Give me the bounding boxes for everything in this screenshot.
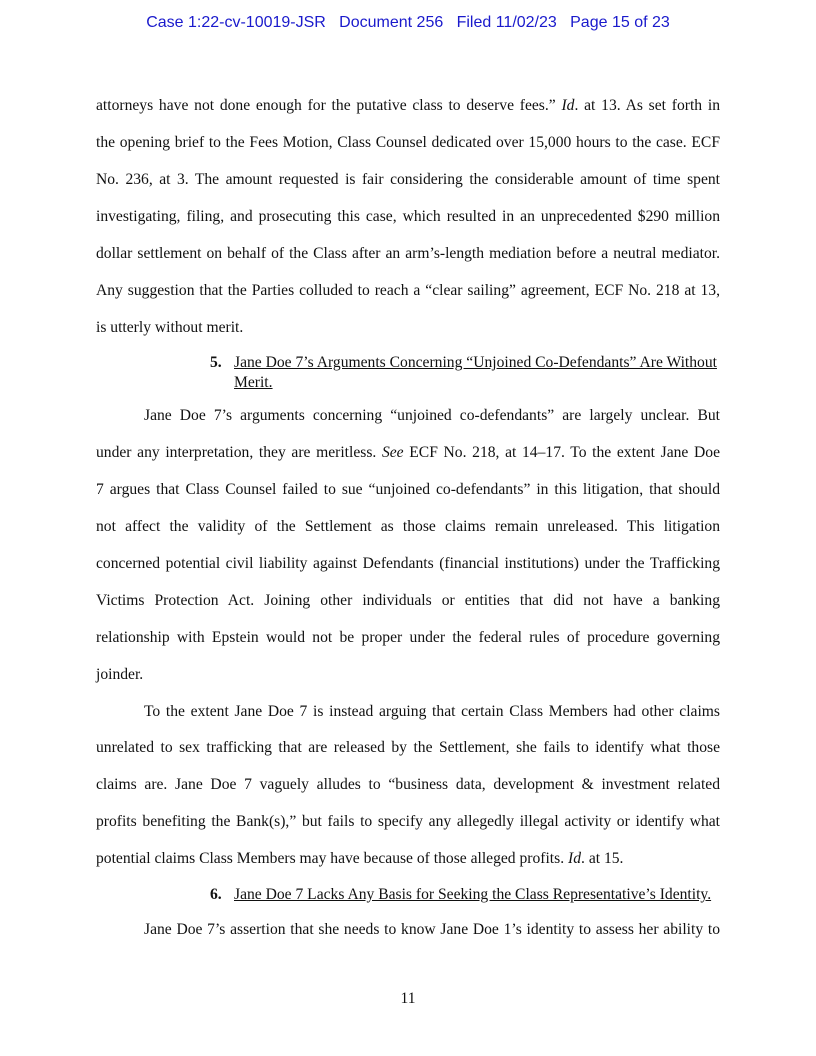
text-line — [96, 813, 720, 831]
text-line — [144, 921, 720, 939]
citation-italic: Id — [568, 850, 582, 867]
text-segment: potential claims Class Members may have because of those alleged profits. — [96, 850, 569, 867]
text-segment: not affect the validity of the Settlement as those claims remain unreleased. This litigation — [96, 518, 720, 535]
text-segment: profits benefiting the Bank(s),” but fails to specify any allegedly illegal activity or identify what — [96, 813, 720, 830]
text-line — [96, 481, 720, 499]
section-heading-5-line1: Jane Doe 7’s Arguments Concerning “Unjoined Co-Defendants” Are Without — [234, 354, 717, 371]
section-heading-5 — [210, 354, 222, 372]
section-number: 5. — [210, 354, 222, 371]
text-segment: . at 15. — [581, 850, 624, 867]
text-line — [144, 407, 720, 425]
section-heading-6 — [210, 886, 222, 904]
text-segment: Jane Doe 7’s arguments concerning “unjoined co-defendants” are largely unclear. But — [144, 407, 720, 424]
text-line — [96, 629, 720, 647]
text-line — [96, 208, 720, 226]
text-line — [96, 666, 720, 684]
text-line — [96, 776, 720, 794]
text-line — [96, 171, 720, 189]
text-segment: claims are. Jane Doe 7 vaguely alludes to “business data, development & investment related — [96, 776, 720, 793]
text-segment: attorneys have not done enough for the putative class to deserve fees.” — [96, 97, 562, 114]
text-segment: . at 13. As set forth in — [574, 97, 720, 114]
text-segment: unrelated to sex trafficking that are released by the Settlement, she fails to identify what those — [96, 739, 720, 756]
text-line — [144, 703, 720, 721]
text-segment: Victims Protection Act. Joining other individuals or entities that did not have a banking — [96, 592, 720, 609]
text-line — [96, 739, 720, 757]
text-segment: Jane Doe 7’s assertion that she needs to know Jane Doe 1’s identity to assess her ability to — [144, 921, 720, 938]
text-segment: investigating, filing, and prosecuting this case, which resulted in an unprecedented $290 million — [96, 208, 720, 225]
text-segment: joinder. — [96, 666, 144, 683]
text-line — [96, 319, 720, 337]
text-segment: concerned potential civil liability against Defendants (financial institutions) under the Trafficking — [96, 555, 720, 572]
text-segment: the opening brief to the Fees Motion, Class Counsel dedicated over 15,000 hours to the case. ECF — [96, 134, 720, 151]
text-line — [96, 97, 720, 115]
text-line — [96, 245, 720, 263]
section-number: 6. — [210, 886, 222, 903]
section-heading-6-line1: Jane Doe 7 Lacks Any Basis for Seeking the Class Representative’s Identity. — [234, 886, 712, 903]
text-segment: ECF No. 218, at 14–17. To the extent Jane Doe — [403, 444, 720, 461]
text-line — [96, 592, 720, 610]
text-segment: is utterly without merit. — [96, 319, 244, 336]
citation-italic: Id — [561, 97, 575, 114]
citation-italic: See — [381, 444, 404, 461]
text-line — [96, 555, 720, 573]
text-segment: dollar settlement on behalf of the Class after an arm’s-length mediation before a neutral mediator. — [96, 245, 720, 262]
text-line — [96, 282, 720, 300]
text-segment: No. 236, at 3. The amount requested is fair considering the considerable amount of time spent — [96, 171, 720, 188]
text-segment: Any suggestion that the Parties colluded to reach a “clear sailing” agreement, ECF No. 218 at 13, — [96, 282, 720, 299]
text-line — [96, 518, 720, 536]
case-header: Case 1:22-cv-10019-JSR Document 256 Filed 11/02/23 Page 15 of 23 — [146, 14, 670, 31]
text-segment: 7 argues that Class Counsel failed to sue “unjoined co-defendants” in this litigation, that should — [96, 481, 720, 498]
page-number: 11 — [400, 990, 416, 1007]
text-segment: relationship with Epstein would not be proper under the federal rules of procedure governing — [96, 629, 720, 646]
section-heading-5-line2: Merit. — [234, 374, 273, 391]
text-line — [96, 850, 720, 868]
text-line — [96, 134, 720, 152]
text-line — [96, 444, 720, 462]
text-segment: under any interpretation, they are meritless. — [96, 444, 382, 461]
text-segment: To the extent Jane Doe 7 is instead arguing that certain Class Members had other claims — [144, 703, 720, 720]
